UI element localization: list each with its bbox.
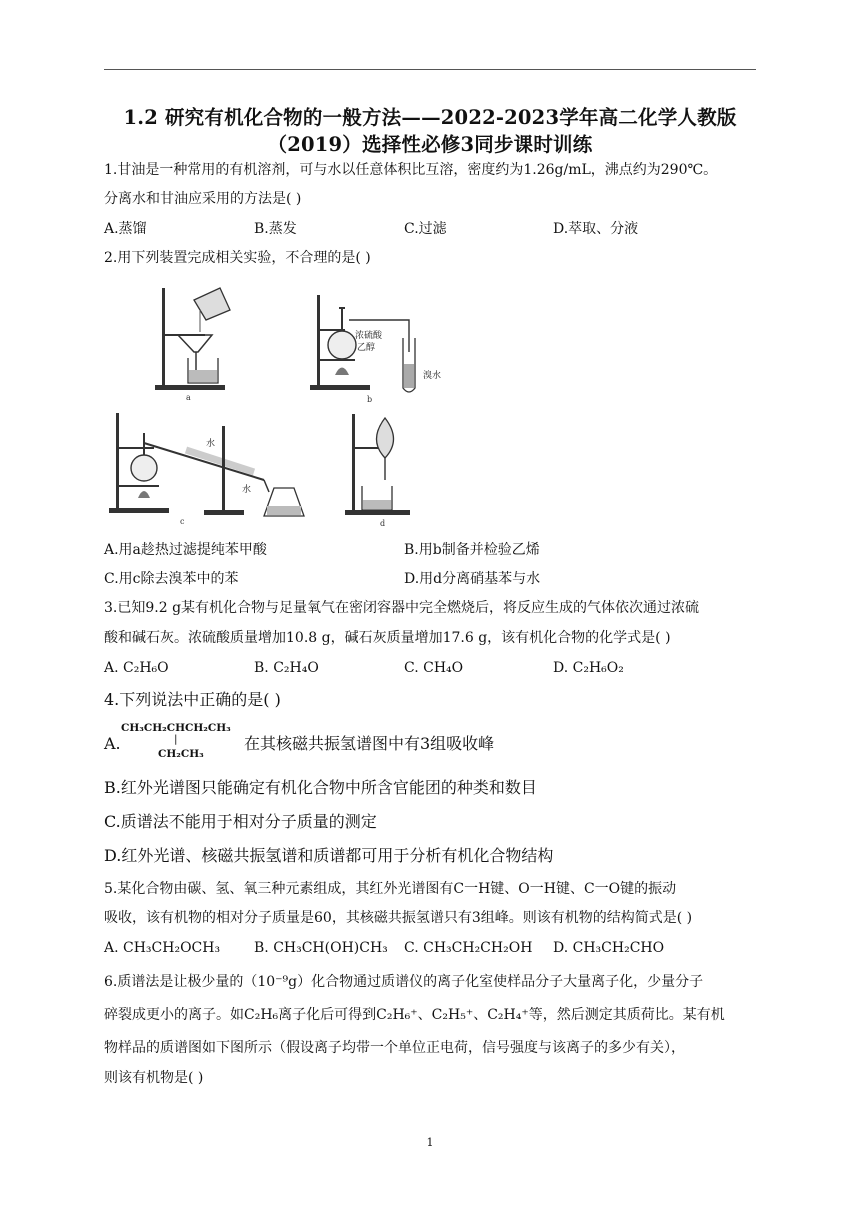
q1-stem-line-1: 1.甘油是一种常用的有机溶剂，可与水以任意体积比互溶，密度约为1.26g/mL，沸点约为290℃。 (104, 162, 718, 178)
q1-option-a[interactable]: A.蒸馏 (104, 221, 147, 237)
page-title (104, 104, 756, 158)
q4-structure-main-chain: CH₃CH₂CHCH₂CH₃ (121, 722, 231, 734)
q6-line-2: 碎裂成更小的离子。如C₂H₆离子化后可得到C₂H₆⁺、C₂H₅⁺、C₂H₄⁺等，然后测定其质荷比。某有机 (104, 1007, 725, 1023)
title-line-2: （2019）选择性必修3同步课时训练 (267, 133, 593, 156)
q6-line-3: 物样品的质谱图如下图所示（假设离子均带一个单位正电荷，信号强度与该离子的多少有关）， (104, 1040, 685, 1056)
figure-c-label: c (180, 517, 185, 526)
q6-line-1: 6.质谱法是让极少量的（10⁻⁹g）化合物通过质谱仪的离子化室使样品分子大量离子化，少量分子 (104, 974, 704, 990)
q3-stem-line-2: 酸和碱石灰。浓硫酸质量增加10.8 g，碱石灰质量增加17.6 g，该有机化合物的化学式是( ) (104, 630, 671, 646)
q5-stem-line-2: 吸收，该有机物的相对分子质量是60，其核磁共振氢谱只有3组峰。则该有机物的结构简式是( ) (104, 910, 693, 926)
q1-option-c[interactable]: C.过滤 (404, 221, 447, 237)
q2-option-b[interactable]: B.用b制备并检验乙烯 (404, 542, 540, 558)
title-line-1: 1.2 研究有机化合物的一般方法——2022-2023学年高二化学人教版 (123, 106, 737, 129)
figure-d-label: d (380, 519, 386, 528)
figure-b-label: b (367, 395, 373, 404)
figure-c-water-in: 水 (206, 439, 216, 449)
q4-option-a-text[interactable]: 在其核磁共振氢谱图中有3组吸收峰 (244, 734, 495, 753)
figure-d-separatory-funnel (340, 410, 420, 530)
q4-option-b[interactable]: B.红外光谱图只能确定有机化合物中所含官能团的种类和数目 (104, 778, 537, 797)
figure-c-distillation (104, 408, 314, 528)
q3-option-c[interactable]: C. CH₄O (404, 660, 464, 676)
figure-c-water-out: 水 (242, 485, 252, 495)
figure-a-label: a (186, 393, 191, 402)
q2-option-a[interactable]: A.用a趁热过滤提纯苯甲酸 (104, 542, 267, 558)
q6-line-4: 则该有机物是( ) (104, 1070, 204, 1086)
figure-b-reagent-1: 浓硫酸 (355, 331, 383, 341)
q3-option-b[interactable]: B. C₂H₄O (254, 660, 319, 676)
q4-stem: 4.下列说法中正确的是( ) (104, 690, 281, 709)
header-rule (104, 69, 756, 70)
q3-option-a[interactable]: A. C₂H₆O (104, 660, 169, 676)
q2-stem: 2.用下列装置完成相关实验，不合理的是( ) (104, 250, 371, 266)
figure-b-tube-label: 溴水 (423, 371, 442, 381)
figure-a-filtration (150, 280, 240, 405)
q5-option-d[interactable]: D. CH₃CH₂CHO (553, 940, 665, 956)
q5-option-a[interactable]: A. CH₃CH₂OCH₃ (104, 940, 221, 956)
q2-option-c[interactable]: C.用c除去溴苯中的苯 (104, 571, 239, 587)
q3-option-d[interactable]: D. C₂H₆O₂ (553, 660, 624, 676)
q4-option-d[interactable]: D.红外光谱、核磁共振氢谱和质谱都可用于分析有机化合物结构 (104, 846, 554, 865)
q5-option-c[interactable]: C. CH₃CH₂CH₂OH (404, 940, 533, 956)
q4-option-a-prefix[interactable]: A. (104, 734, 121, 753)
q2-option-d[interactable]: D.用d分离硝基苯与水 (404, 571, 541, 587)
q5-option-b[interactable]: B. CH₃CH(OH)CH₃ (254, 940, 388, 956)
q1-stem-line-2: 分离水和甘油应采用的方法是( ) (104, 191, 302, 207)
q4-structure-branch: CH₂CH₃ (158, 748, 204, 760)
q1-option-d[interactable]: D.萃取、分液 (553, 221, 639, 237)
page-number: 1 (426, 1136, 434, 1149)
q5-stem-line-1: 5.某化合物由碳、氢、氧三种元素组成，其红外光谱图有C一H键、O一H键、C一O键的振动 (104, 881, 677, 897)
q4-option-c[interactable]: C.质谱法不能用于相对分子质量的测定 (104, 812, 377, 831)
q4-structure-bond: | (174, 733, 178, 745)
q3-stem-line-1: 3.已知9.2 g某有机化合物与足量氧气在密闭容器中完全燃烧后，将反应生成的气体依次通过浓硫 (104, 600, 700, 616)
figure-b-reagent-2: 乙醇 (357, 343, 376, 353)
q1-option-b[interactable]: B.蒸发 (254, 221, 297, 237)
figure-b-ethylene (305, 290, 465, 405)
